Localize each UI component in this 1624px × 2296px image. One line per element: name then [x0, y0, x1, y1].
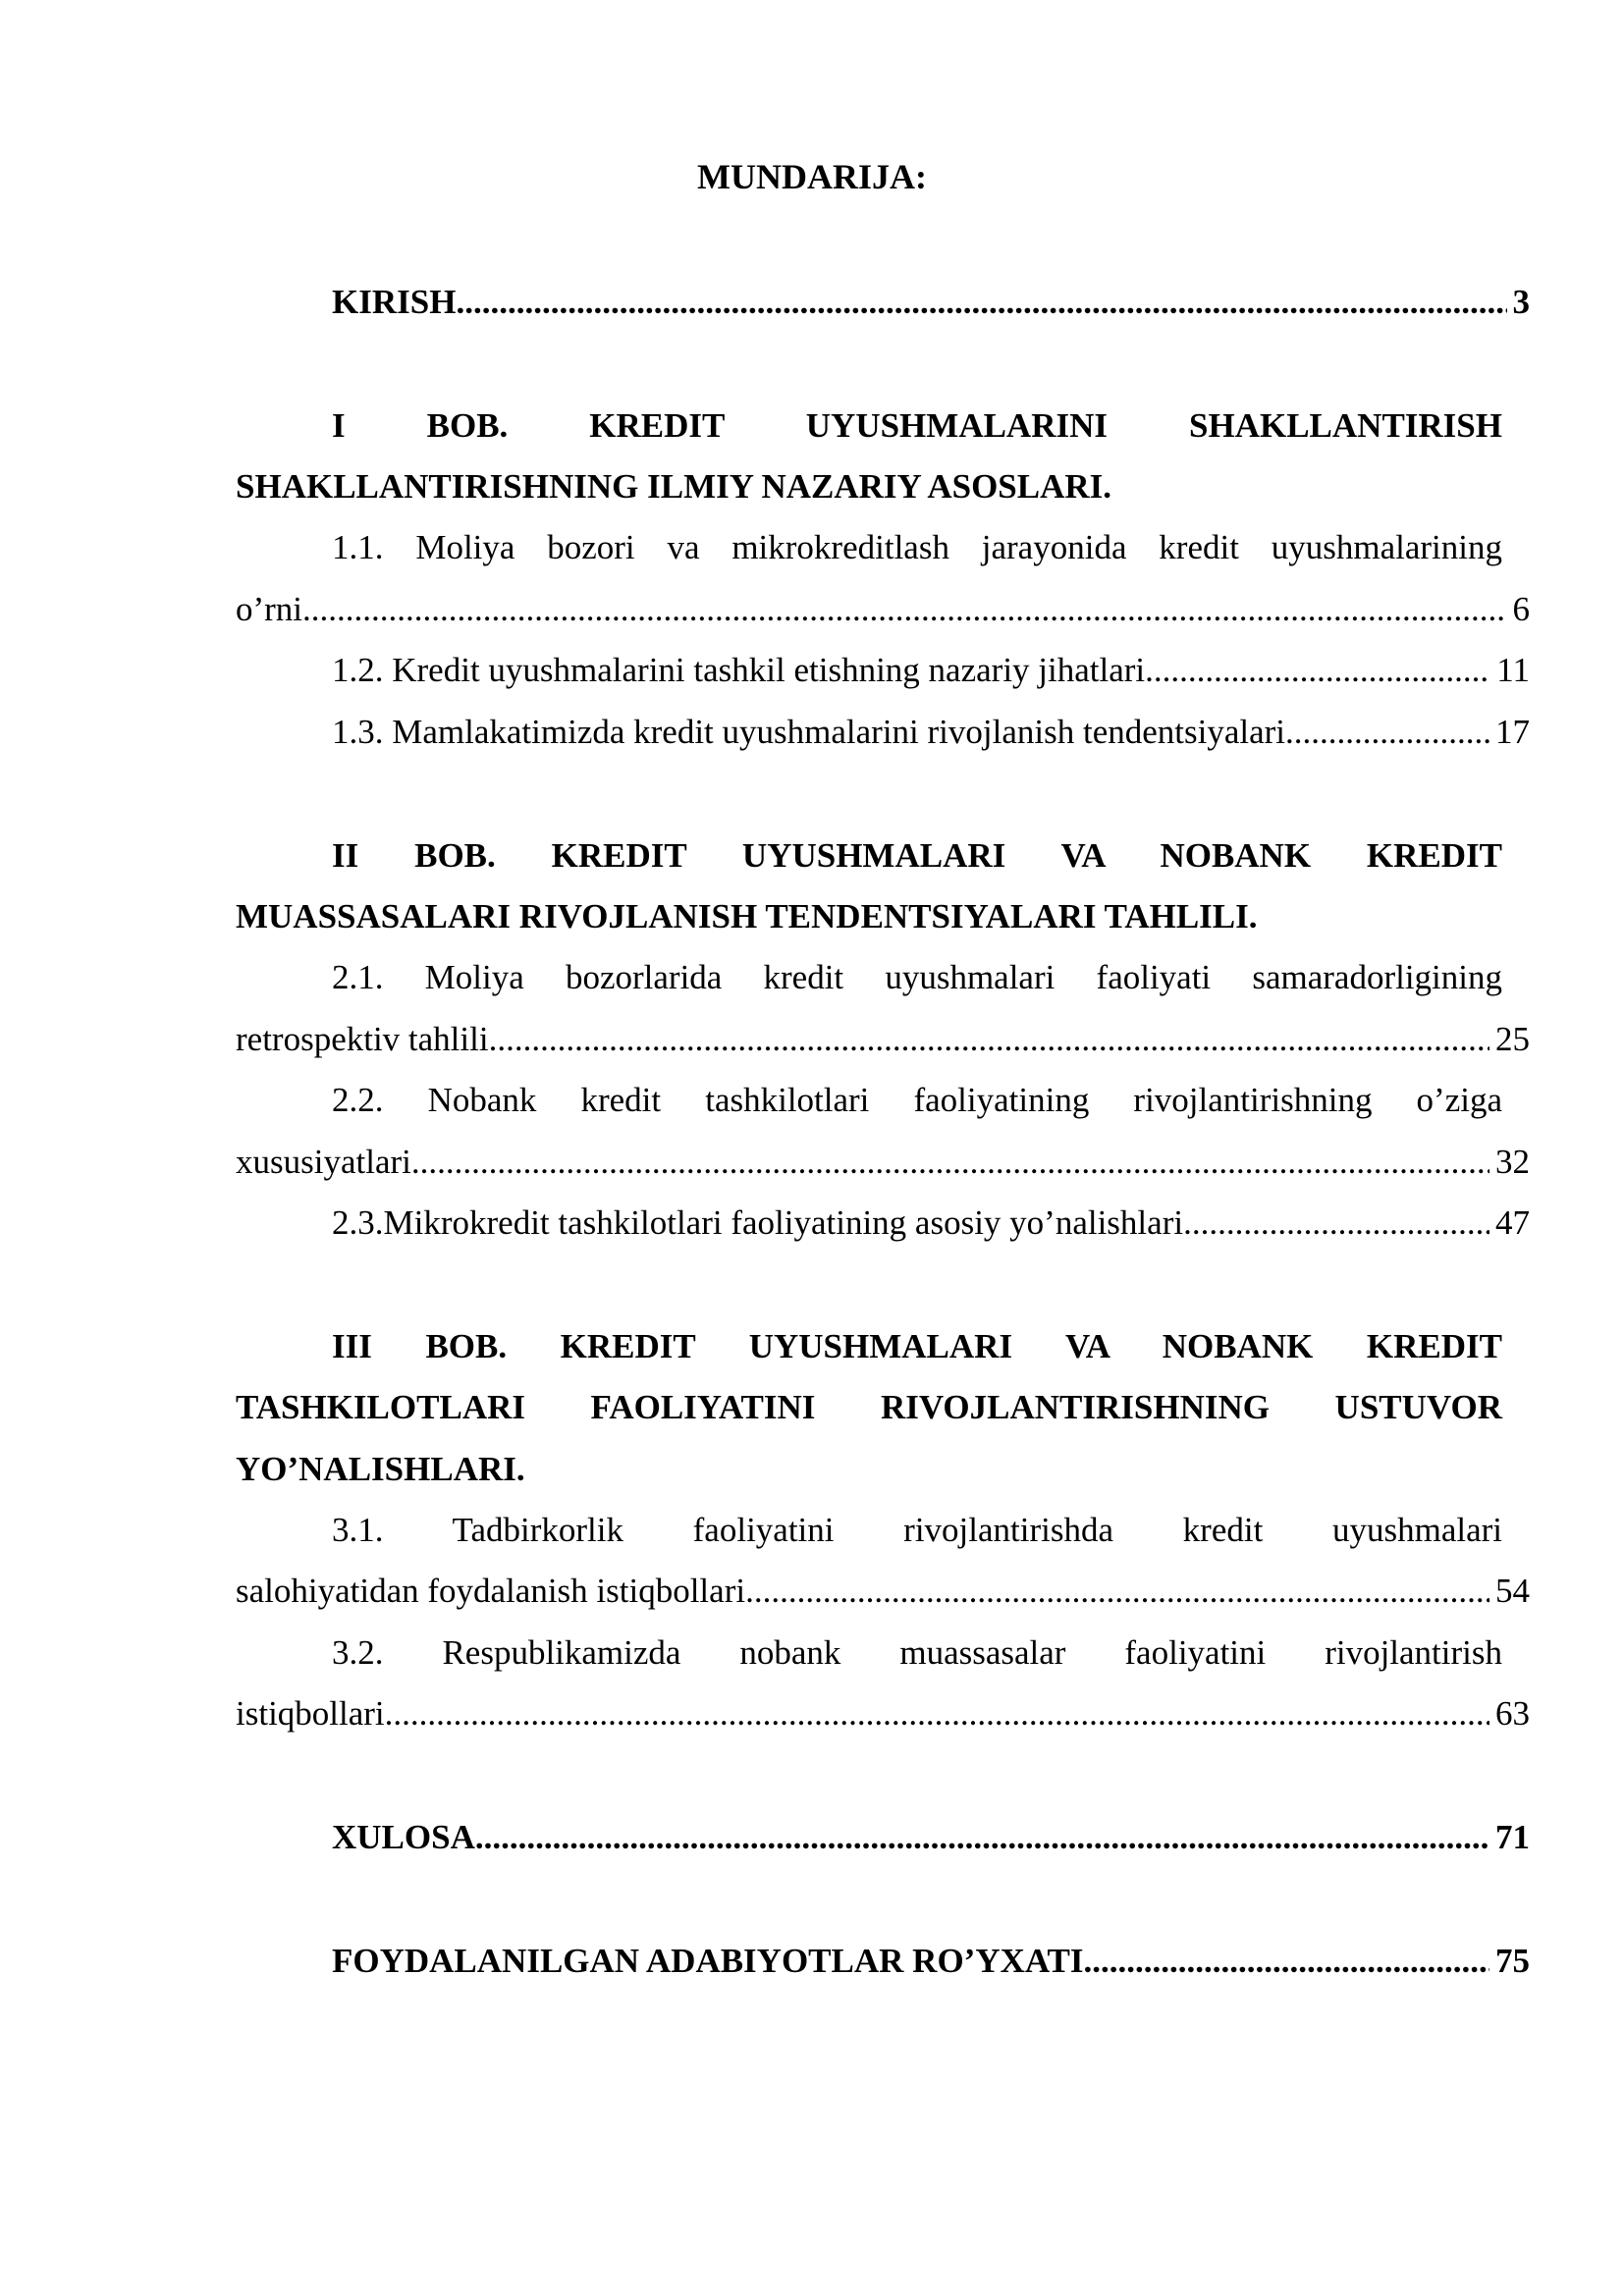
toc-leader-dots	[411, 1142, 1489, 1183]
toc-entry-label: xususiyatlari	[236, 1143, 411, 1181]
toc-entry-3-1[interactable]	[236, 1571, 1530, 1612]
page-title: MUNDARIJA:	[697, 157, 927, 196]
section-3-2-line-1: 3.2. Respublikamizda nobank muassasalar faoliyatini rivojlantirish	[332, 1633, 1502, 1672]
toc-entry-conclusion[interactable]	[332, 1817, 1530, 1858]
toc-page-number: 71	[1495, 1818, 1530, 1856]
toc-entry-2-3[interactable]	[332, 1202, 1530, 1244]
toc-page-number: 25	[1495, 1020, 1530, 1058]
chapter-1-heading-line-1: I BOB. KREDIT UYUSHMALARINI SHAKLLANTIRISH	[332, 406, 1502, 445]
toc-page-number: 32	[1495, 1143, 1530, 1181]
toc-entry-label: retrospektiv tahlili	[236, 1020, 489, 1058]
toc-entry-label: o’rni	[236, 590, 303, 628]
toc-entry-1-3[interactable]	[332, 712, 1530, 753]
toc-page-number: 75	[1495, 1942, 1530, 1980]
section-2-1-line-1: 2.1. Moliya bozorlarida kredit uyushmalari faoliyati samaradorligining	[332, 958, 1502, 996]
toc-entry-label: 1.2. Kredit uyushmalarini tashkil etishning nazariy jihatlari	[332, 651, 1146, 689]
toc-leader-dots	[1285, 712, 1489, 753]
chapter-2-heading-line-1: II BOB. KREDIT UYUSHMALARI VA NOBANK KREDIT	[332, 836, 1502, 875]
chapter-3-heading-line-2: TASHKILOTLARI FAOLIYATINI RIVOJLANTIRISHNING USTUVOR	[236, 1388, 1502, 1426]
toc-entry-label: KIRISH	[332, 283, 457, 321]
toc-leader-dots	[489, 1019, 1489, 1060]
toc-entry-1-1[interactable]	[236, 589, 1530, 630]
toc-entry-label: 1.3. Mamlakatimizda kredit uyushmalarini rivojlanish tendentsiyalari	[332, 713, 1286, 751]
toc-entry-3-2[interactable]	[236, 1693, 1530, 1735]
toc-entry-2-2[interactable]	[236, 1142, 1530, 1183]
section-1-1-line-1: 1.1. Moliya bozori va mikrokreditlash jarayonida kredit uyushmalarining	[332, 528, 1502, 566]
toc-entry-label: 2.3.Mikrokredit tashkilotlari faoliyatining asosiy yo’nalishlari	[332, 1203, 1184, 1242]
toc-entry-label: FOYDALANILGAN ADABIYOTLAR RO’YXATI	[332, 1942, 1084, 1980]
toc-page-number: 47	[1495, 1203, 1530, 1242]
section-3-1-line-1: 3.1. Tadbirkorlik faoliyatini rivojlantirishda kredit uyushmalari	[332, 1511, 1502, 1549]
toc-leader-dots	[1183, 1202, 1489, 1244]
toc-page-number: 11	[1496, 651, 1530, 689]
toc-page-number: 54	[1495, 1572, 1530, 1610]
toc-entry-intro[interactable]	[332, 282, 1530, 323]
toc-page-number: 3	[1512, 283, 1530, 321]
toc-page-number: 6	[1512, 590, 1530, 628]
toc-entry-1-2[interactable]	[332, 650, 1530, 691]
toc-leader-dots	[1084, 1941, 1489, 1982]
section-2-2-line-1: 2.2. Nobank kredit tashkilotlari faoliyatining rivojlantirishning o’ziga	[332, 1081, 1502, 1119]
chapter-1-heading-line-2: SHAKLLANTIRISHNING ILMIY NAZARIY ASOSLARI.	[236, 467, 1112, 506]
chapter-2-heading-line-2: MUASSASALARI RIVOJLANISH TENDENTSIYALARI TAHLILI.	[236, 897, 1258, 935]
toc-leader-dots	[475, 1817, 1489, 1858]
toc-page-number: 17	[1495, 713, 1530, 751]
chapter-3-heading-line-1: III BOB. KREDIT UYUSHMALARI VA NOBANK KREDIT	[332, 1327, 1502, 1365]
toc-entry-2-1[interactable]	[236, 1019, 1530, 1060]
toc-entry-references[interactable]	[332, 1941, 1530, 1982]
toc-leader-dots	[302, 589, 1506, 630]
toc-entry-label: salohiyatidan foydalanish istiqbollari	[236, 1572, 746, 1610]
toc-leader-dots	[745, 1571, 1489, 1612]
toc-entry-label: istiqbollari	[236, 1694, 385, 1733]
toc-entry-label: XULOSA	[332, 1818, 475, 1856]
toc-leader-dots	[1145, 650, 1490, 691]
chapter-3-heading-line-3: YO’NALISHLARI.	[236, 1450, 525, 1488]
toc-leader-dots	[456, 282, 1506, 323]
toc-page-number: 63	[1495, 1694, 1530, 1733]
toc-leader-dots	[385, 1693, 1489, 1735]
